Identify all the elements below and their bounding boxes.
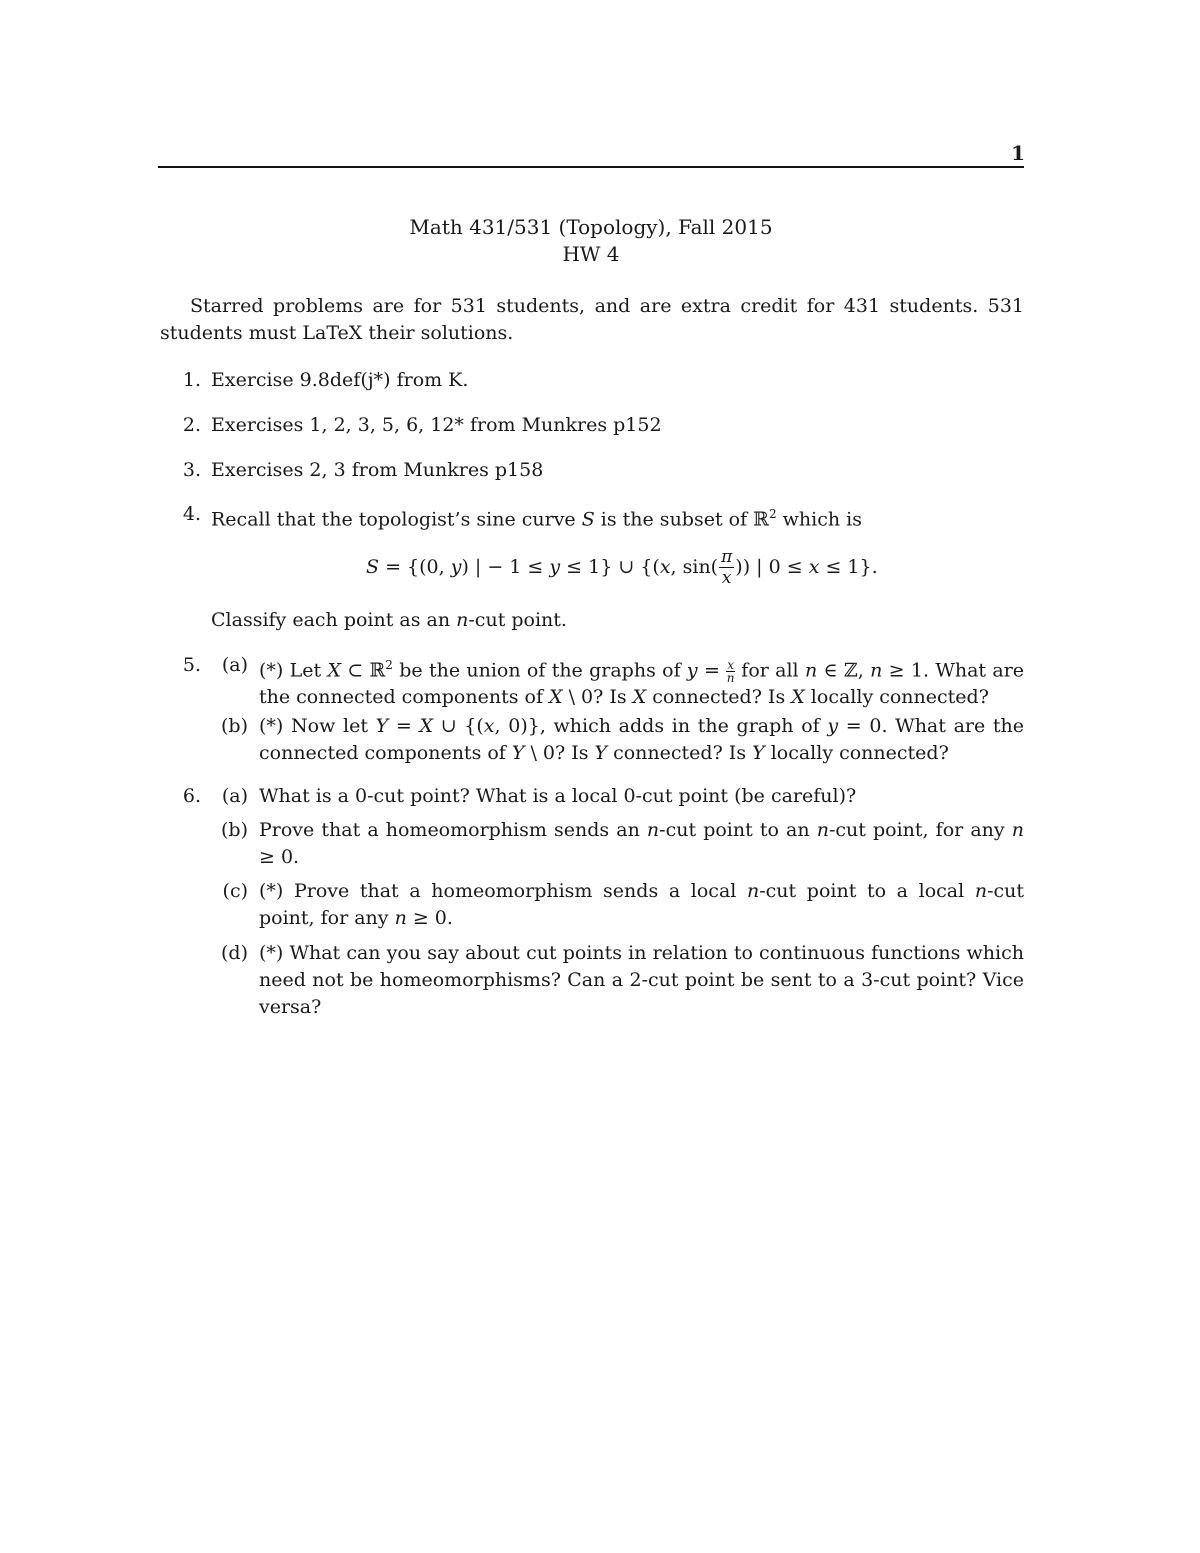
intro-paragraph: Starred problems are for 531 students, and are extra credit for 431 students. 531 students must LaTeX their solutions. <box>160 295 1024 344</box>
problem-3-number: 3. <box>182 459 201 481</box>
problem-6c-text: (*) Prove that a homeomorphism sends a local n-cut point to a local n-cut point, for any n ≥ 0. <box>259 880 1024 929</box>
problem-6a-label: (a) <box>221 785 248 807</box>
problem-6d-text: (*) What can you say about cut points in relation to continuous functions which need not be homeomorphisms? Can a 2-cut point be sent to a 3-cut point? Vice versa? <box>259 942 1024 1018</box>
problem-6b-label: (b) <box>221 819 248 841</box>
problem-6-number: 6. <box>182 785 201 807</box>
problem-4-number: 4. <box>182 503 201 525</box>
pi-over-x-fraction: $\frac{\pi}{x}$ <box>721 547 733 588</box>
problem-1-number: 1. <box>182 369 201 391</box>
problem-5a-label: (a) <box>221 654 248 676</box>
problem-6a-text: What is a 0-cut point? What is a local 0-cut point (be careful)? <box>259 785 857 807</box>
problem-3-text: Exercises 2, 3 from Munkres p158 <box>211 459 544 481</box>
page-number: 1 <box>1011 141 1025 165</box>
problem-1-text: Exercise 9.8def(j*) from K. <box>211 369 469 391</box>
problem-6d-label: (d) <box>221 942 248 964</box>
problem-5b-label: (b) <box>221 715 248 737</box>
problem-2-text: Exercises 1, 2, 3, 5, 6, 12* from Munkres p152 <box>211 414 662 436</box>
document-subtitle: HW 4 <box>562 242 620 266</box>
problem-6b-text: Prove that a homeomorphism sends an n-cut point to an n-cut point, for any n ≥ 0. <box>259 819 1024 868</box>
x-over-n-fraction: $\frac{x}{n}$ <box>726 657 735 685</box>
header-rule <box>158 166 1024 168</box>
problem-4-classify: Classify each point as an n-cut point. <box>211 609 567 631</box>
problem-4-text: Recall that the topologist’s sine curve S is the subset of ℝ$^2$ which is <box>211 507 862 531</box>
problem-5b-text: (*) Now let Y = X ∪ {(x, 0)}, which adds in the graph of y = 0. What are the connected components of Y \ 0? Is Y connected? Is Y locally connected? <box>259 715 1025 764</box>
sine-curve-equation: S = {(0, y) | − 1 ≤ y ≤ 1} ∪ {(x, sin( $\frac{\pi}{x}$ )) | 0 ≤ x ≤ 1}. <box>366 547 878 588</box>
problem-5a-text: (*) Let X ⊂ ℝ$^2$ be the union of the graphs of y = $\frac{x}{n}$ for all n ∈ ℤ, n ≥ 1. What are the connected components of X \ 0? Is X connected? Is X locally connected? <box>259 657 1025 709</box>
problem-6c-label: (c) <box>222 880 248 902</box>
problem-2-number: 2. <box>182 414 201 436</box>
document-title: Math 431/531 (Topology), Fall 2015 <box>409 215 773 239</box>
problem-5-number: 5. <box>182 654 201 676</box>
